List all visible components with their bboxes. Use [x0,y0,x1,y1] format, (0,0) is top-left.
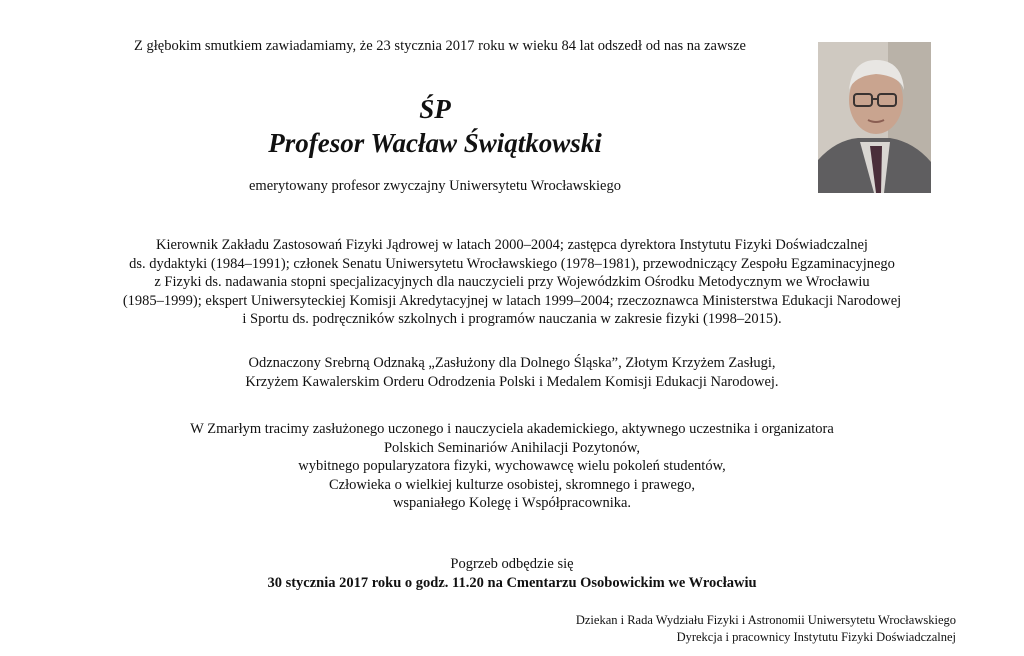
tribute-line: Człowieka o wielkiej kulturze osobistej, skromnego i prawego, [328,476,696,493]
funeral-details: 30 stycznia 2017 roku o godz. 11.20 na Cmentarzu Osobowickim we Wrocławiu [267,575,757,591]
career-line: ds. dydaktyki (1984–1991); członek Senatu Uniwersytetu Wrocławskiego (1978–1981), przewodniczący Zespołu Egzaminacyjnego [129,255,895,272]
deceased-title: emerytowany profesor zwyczajny Uniwersytetu Wrocławskiego [249,178,621,194]
career-line: z Fizyki ds. nadawania stopni specjalizacyjnych dla nauczycieli przy Wojewódzkim Ośrodku Metodycznym we Wrocławiu [154,274,870,290]
tribute-line: wybitnego popularyzatora fizyki, wychowawcę wielu pokoleń studentów, [298,458,726,474]
signature-line: Dziekan i Rada Wydziału Fizyki i Astronomii Uniwersytetu Wrocławskiego [575,613,956,627]
awards-line: Krzyżem Kawalerskim Orderu Odrodzenia Polski i Medalem Komisji Edukacji Narodowej. [245,373,779,390]
awards-paragraph [0,354,1024,391]
funeral-intro: Pogrzeb odbędzie się [450,556,574,572]
career-line: (1985–1999); ekspert Uniwersyteckiej Komisji Akredytacyjnej w latach 1999–2004; rzeczoznawca Ministerstwa Edukacji Narodowej [122,292,902,309]
signature-line: Dyrekcja i pracownicy Instytutu Fizyki Doświadczalnej [676,630,956,644]
tribute-line: Polskich Seminariów Anihilacji Pozytonów, [383,439,640,456]
career-line: i Sportu ds. podręczników szkolnych i programów nauczania w zakresie fizyki (1998–2015). [242,311,782,327]
tribute-paragraph [0,420,1024,513]
career-paragraph [0,236,1024,329]
deceased-name: Profesor Wacław Świątkowski [268,128,602,158]
tribute-line: W Zmarłym tracimy zasłużonego uczonego i nauczyciela akademickiego, aktywnego uczestnika i organizatora [190,421,834,437]
heading-prefix: ŚP [419,94,451,124]
career-line: Kierownik Zakładu Zastosowań Fizyki Jądrowej w latach 2000–2004; zastępca dyrektora Instytutu Fizyki Doświadczalnej [156,237,868,253]
awards-line: Odznaczony Srebrną Odznaką „Zasłużony dla Dolnego Śląska”, Złotym Krzyżem Zasługi, [248,355,776,371]
tribute-line: wspaniałego Kolegę i Współpracownika. [392,495,632,511]
announcement-intro: Z głębokim smutkiem zawiadamiamy, że 23 stycznia 2017 roku w wieku 84 lat odszedł od nas na zawsze [134,38,746,54]
signature-block [576,612,956,646]
